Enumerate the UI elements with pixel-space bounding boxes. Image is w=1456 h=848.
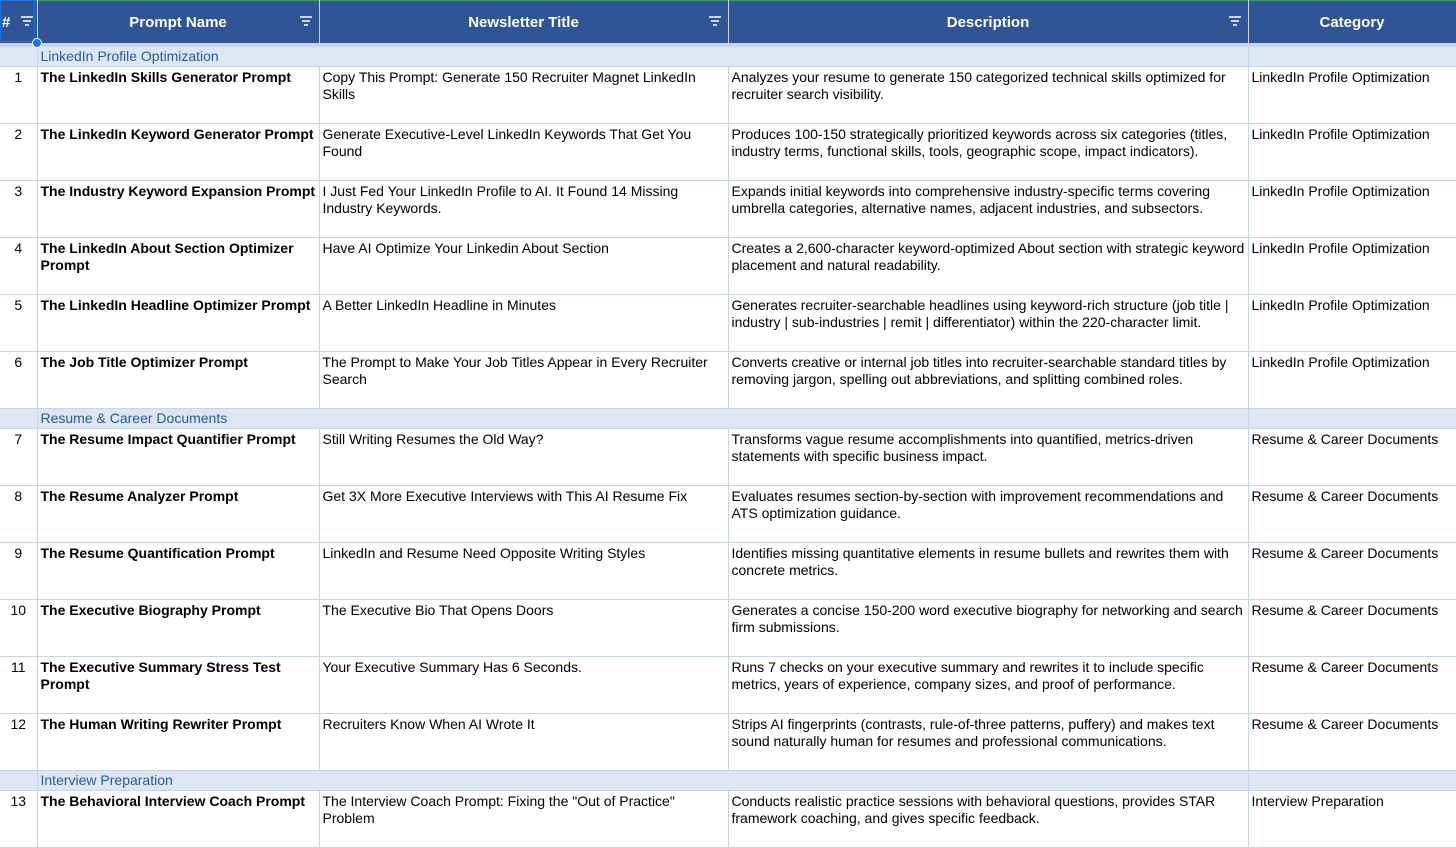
description-cell[interactable]: Transforms vague resume accomplishments into quantified, metrics-driven statements with specific business impact.	[728, 429, 1248, 486]
group-name-cell[interactable]: Interview Preparation	[37, 771, 1248, 791]
row-number-cell[interactable]: 1	[0, 67, 37, 124]
prompt-name-cell[interactable]: The Job Title Optimizer Prompt	[37, 352, 319, 409]
group-category-cell[interactable]	[1248, 45, 1456, 67]
category-cell[interactable]: LinkedIn Profile Optimization	[1248, 67, 1456, 124]
table-row	[0, 295, 1456, 352]
table-row	[0, 238, 1456, 295]
header-description-label: Description	[946, 13, 1030, 31]
header-prompt-name-label: Prompt Name	[129, 13, 227, 31]
newsletter-title-cell[interactable]: Recruiters Know When AI Wrote It	[319, 714, 728, 771]
group-row	[0, 45, 1456, 67]
category-cell[interactable]: LinkedIn Profile Optimization	[1248, 181, 1456, 238]
header-num-label: #	[2, 13, 11, 31]
group-num-cell[interactable]	[0, 771, 37, 791]
group-row	[0, 409, 1456, 429]
row-number-cell[interactable]: 7	[0, 429, 37, 486]
prompt-name-cell[interactable]: The Industry Keyword Expansion Prompt	[37, 181, 319, 238]
newsletter-title-cell[interactable]: Get 3X More Executive Interviews with This AI Resume Fix	[319, 486, 728, 543]
row-number-cell[interactable]: 3	[0, 181, 37, 238]
prompt-name-cell[interactable]: The Human Writing Rewriter Prompt	[37, 714, 319, 771]
header-newsletter-title-label: Newsletter Title	[468, 13, 579, 31]
filter-icon[interactable]	[299, 16, 313, 26]
row-number-cell[interactable]: 5	[0, 295, 37, 352]
category-cell[interactable]: LinkedIn Profile Optimization	[1248, 124, 1456, 181]
row-number-cell[interactable]: 2	[0, 124, 37, 181]
prompt-name-cell[interactable]: The Behavioral Interview Coach Prompt	[37, 791, 319, 848]
newsletter-title-cell[interactable]: Copy This Prompt: Generate 150 Recruiter Magnet LinkedIn Skills	[319, 67, 728, 124]
table-row	[0, 600, 1456, 657]
prompt-name-cell[interactable]: The Executive Summary Stress Test Prompt	[37, 657, 319, 714]
description-cell[interactable]: Evaluates resumes section-by-section with improvement recommendations and ATS optimization guidance.	[728, 486, 1248, 543]
row-number-cell[interactable]: 13	[0, 791, 37, 848]
table-row	[0, 714, 1456, 771]
prompt-name-cell[interactable]: The LinkedIn Headline Optimizer Prompt	[37, 295, 319, 352]
description-cell[interactable]: Identifies missing quantitative elements in resume bullets and rewrites them with concrete metrics.	[728, 543, 1248, 600]
prompt-name-cell[interactable]: The Executive Biography Prompt	[37, 600, 319, 657]
group-category-cell[interactable]	[1248, 409, 1456, 429]
category-cell[interactable]: LinkedIn Profile Optimization	[1248, 352, 1456, 409]
header-row	[0, 1, 1456, 46]
description-cell[interactable]: Generates a concise 150-200 word executive biography for networking and search firm submissions.	[728, 600, 1248, 657]
table-row	[0, 429, 1456, 486]
filter-icon[interactable]	[708, 16, 722, 26]
category-cell[interactable]: Resume & Career Documents	[1248, 657, 1456, 714]
prompt-name-cell[interactable]: The Resume Analyzer Prompt	[37, 486, 319, 543]
row-number-cell[interactable]: 12	[0, 714, 37, 771]
description-cell[interactable]: Creates a 2,600-character keyword-optimized About section with strategic keyword placement and natural readability.	[728, 238, 1248, 295]
category-cell[interactable]: Resume & Career Documents	[1248, 429, 1456, 486]
description-cell[interactable]: Produces 100-150 strategically prioritized keywords across six categories (titles, industry terms, functional skills, tools, geographic scope, impact indicators).	[728, 124, 1248, 181]
table-row	[0, 657, 1456, 714]
description-cell[interactable]: Strips AI fingerprints (contrasts, rule-of-three patterns, puffery) and makes text sound naturally human for resumes and professional communications.	[728, 714, 1248, 771]
description-cell[interactable]: Converts creative or internal job titles into recruiter-searchable standard titles by removing jargon, spelling out abbreviations, and splitting combined roles.	[728, 352, 1248, 409]
header-description[interactable]	[728, 1, 1248, 46]
newsletter-title-cell[interactable]: A Better LinkedIn Headline in Minutes	[319, 295, 728, 352]
group-name-cell[interactable]: Resume & Career Documents	[37, 409, 1248, 429]
category-cell[interactable]: Resume & Career Documents	[1248, 486, 1456, 543]
description-cell[interactable]: Runs 7 checks on your executive summary and rewrites it to include specific metrics, years of experience, company sizes, and proof of performance.	[728, 657, 1248, 714]
group-num-cell[interactable]	[0, 45, 37, 67]
newsletter-title-cell[interactable]: Generate Executive-Level LinkedIn Keywords That Get You Found	[319, 124, 728, 181]
row-number-cell[interactable]: 10	[0, 600, 37, 657]
category-cell[interactable]: Interview Preparation	[1248, 791, 1456, 848]
table-row	[0, 791, 1456, 848]
newsletter-title-cell[interactable]: The Executive Bio That Opens Doors	[319, 600, 728, 657]
filter-icon[interactable]	[20, 16, 34, 26]
newsletter-title-cell[interactable]: The Interview Coach Prompt: Fixing the "Out of Practice" Problem	[319, 791, 728, 848]
description-cell[interactable]: Expands initial keywords into comprehensive industry-specific terms covering umbrella categories, alternative names, adjacent industries, and subsectors.	[728, 181, 1248, 238]
newsletter-title-cell[interactable]: The Prompt to Make Your Job Titles Appear in Every Recruiter Search	[319, 352, 728, 409]
category-cell[interactable]: Resume & Career Documents	[1248, 543, 1456, 600]
category-cell[interactable]: Resume & Career Documents	[1248, 714, 1456, 771]
row-number-cell[interactable]: 8	[0, 486, 37, 543]
category-cell[interactable]: LinkedIn Profile Optimization	[1248, 238, 1456, 295]
header-newsletter-title[interactable]	[319, 1, 728, 46]
table-row	[0, 486, 1456, 543]
newsletter-title-cell[interactable]: Still Writing Resumes the Old Way?	[319, 429, 728, 486]
header-prompt-name[interactable]	[37, 1, 319, 46]
table-row	[0, 124, 1456, 181]
group-category-cell[interactable]	[1248, 771, 1456, 791]
category-cell[interactable]: Resume & Career Documents	[1248, 600, 1456, 657]
prompt-name-cell[interactable]: The LinkedIn About Section Optimizer Prompt	[37, 238, 319, 295]
prompt-name-cell[interactable]: The LinkedIn Skills Generator Prompt	[37, 67, 319, 124]
newsletter-title-cell[interactable]: LinkedIn and Resume Need Opposite Writing Styles	[319, 543, 728, 600]
prompt-name-cell[interactable]: The Resume Impact Quantifier Prompt	[37, 429, 319, 486]
group-num-cell[interactable]	[0, 409, 37, 429]
newsletter-title-cell[interactable]: I Just Fed Your LinkedIn Profile to AI. It Found 14 Missing Industry Keywords.	[319, 181, 728, 238]
row-number-cell[interactable]: 9	[0, 543, 37, 600]
row-number-cell[interactable]: 6	[0, 352, 37, 409]
selection-handle[interactable]	[32, 38, 42, 48]
header-category[interactable]	[1248, 1, 1456, 46]
table-row	[0, 181, 1456, 238]
table-body	[0, 45, 1456, 848]
description-cell[interactable]: Conducts realistic practice sessions with behavioral questions, provides STAR framework coaching, and gives specific feedback.	[728, 791, 1248, 848]
row-number-cell[interactable]: 11	[0, 657, 37, 714]
table-row	[0, 352, 1456, 409]
group-row	[0, 771, 1456, 791]
row-number-cell[interactable]: 4	[0, 238, 37, 295]
header-category-label: Category	[1319, 13, 1385, 31]
header-num[interactable]	[0, 1, 37, 46]
group-name-cell[interactable]: LinkedIn Profile Optimization	[37, 45, 1248, 67]
description-cell[interactable]: Generates recruiter-searchable headlines using keyword-rich structure (job title | industry | sub-industries | remit | differentiator) within the 220-character limit.	[728, 295, 1248, 352]
filter-icon[interactable]	[1228, 16, 1242, 26]
newsletter-title-cell[interactable]: Have AI Optimize Your Linkedin About Section	[319, 238, 728, 295]
prompt-name-cell[interactable]: The Resume Quantification Prompt	[37, 543, 319, 600]
prompt-name-cell[interactable]: The LinkedIn Keyword Generator Prompt	[37, 124, 319, 181]
newsletter-title-cell[interactable]: Your Executive Summary Has 6 Seconds.	[319, 657, 728, 714]
category-cell[interactable]: LinkedIn Profile Optimization	[1248, 295, 1456, 352]
description-cell[interactable]: Analyzes your resume to generate 150 categorized technical skills optimized for recruiter search visibility.	[728, 67, 1248, 124]
table-row	[0, 67, 1456, 124]
table-row	[0, 543, 1456, 600]
